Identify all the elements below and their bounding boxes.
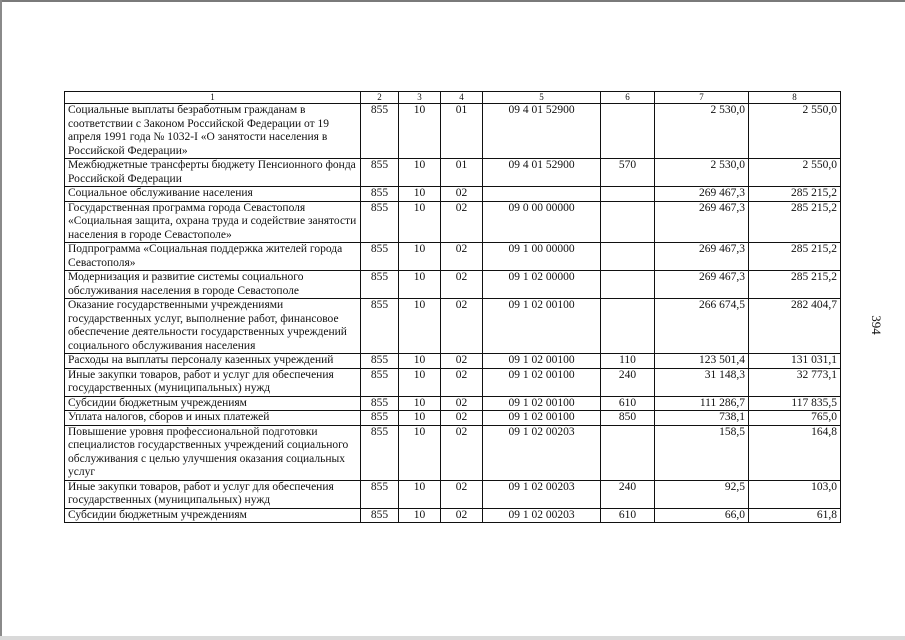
table-row — [65, 480, 841, 508]
amount-year-2: 2 550,0 — [749, 159, 841, 187]
expense-name: Повышение уровня профессиональной подготовки специалистов государственных учреждений социального обслуживания с целью улучшения оказания социальных услуг — [65, 425, 361, 480]
subsection-code: 02 — [441, 243, 483, 271]
page-number: 394 — [869, 315, 884, 335]
section-code: 10 — [399, 354, 441, 369]
section-code: 10 — [399, 159, 441, 187]
column-number: 2 — [361, 92, 399, 104]
column-number: 1 — [65, 92, 361, 104]
section-code: 10 — [399, 104, 441, 159]
target-article-code: 09 1 00 00000 — [483, 243, 601, 271]
scan-edge-bottom — [0, 636, 905, 640]
column-number: 3 — [399, 92, 441, 104]
expense-type-code — [601, 104, 655, 159]
amount-year-2: 164,8 — [749, 425, 841, 480]
expense-name: Иные закупки товаров, работ и услуг для обеспечения государственных (муниципальных) нужд — [65, 368, 361, 396]
subsection-code: 02 — [441, 271, 483, 299]
amount-year-1: 266 674,5 — [655, 299, 749, 354]
subsection-code: 02 — [441, 411, 483, 426]
amount-year-2: 765,0 — [749, 411, 841, 426]
table-row — [65, 271, 841, 299]
table-row — [65, 299, 841, 354]
subsection-code: 02 — [441, 425, 483, 480]
section-code: 10 — [399, 271, 441, 299]
expense-name: Оказание государственными учреждениями государственных услуг, выполнение работ, финансовое обеспечение деятельности государственных учреждений социального обслуживания населения — [65, 299, 361, 354]
amount-year-2: 285 215,2 — [749, 187, 841, 202]
department-code: 855 — [361, 271, 399, 299]
subsection-code: 02 — [441, 201, 483, 243]
expense-name: Иные закупки товаров, работ и услуг для обеспечения государственных (муниципальных) нужд — [65, 480, 361, 508]
budget-table — [64, 91, 841, 523]
amount-year-1: 2 530,0 — [655, 104, 749, 159]
target-article-code: 09 4 01 52900 — [483, 104, 601, 159]
subsection-code: 02 — [441, 480, 483, 508]
amount-year-2: 61,8 — [749, 508, 841, 523]
section-code: 10 — [399, 201, 441, 243]
target-article-code: 09 1 02 00203 — [483, 425, 601, 480]
expense-type-code: 850 — [601, 411, 655, 426]
subsection-code: 02 — [441, 368, 483, 396]
section-code: 10 — [399, 299, 441, 354]
department-code: 855 — [361, 508, 399, 523]
target-article-code: 09 1 02 00100 — [483, 299, 601, 354]
table-row — [65, 354, 841, 369]
expense-type-code — [601, 299, 655, 354]
subsection-code: 02 — [441, 508, 483, 523]
target-article-code: 09 1 02 00203 — [483, 480, 601, 508]
target-article-code: 09 1 02 00203 — [483, 508, 601, 523]
expense-name: Подпрограмма «Социальная поддержка жителей города Севастополя» — [65, 243, 361, 271]
amount-year-1: 66,0 — [655, 508, 749, 523]
expense-name: Уплата налогов, сборов и иных платежей — [65, 411, 361, 426]
table-row — [65, 187, 841, 202]
table-row — [65, 159, 841, 187]
table-row — [65, 425, 841, 480]
amount-year-1: 111 286,7 — [655, 396, 749, 411]
department-code: 855 — [361, 299, 399, 354]
column-number: 8 — [749, 92, 841, 104]
department-code: 855 — [361, 201, 399, 243]
section-code: 10 — [399, 425, 441, 480]
amount-year-2: 285 215,2 — [749, 201, 841, 243]
subsection-code: 02 — [441, 396, 483, 411]
expense-type-code: 610 — [601, 508, 655, 523]
expense-type-code: 110 — [601, 354, 655, 369]
section-code: 10 — [399, 411, 441, 426]
table-row — [65, 508, 841, 523]
expense-type-code — [601, 243, 655, 271]
section-code: 10 — [399, 368, 441, 396]
expense-name: Межбюджетные трансферты бюджету Пенсионного фонда Российской Федерации — [65, 159, 361, 187]
table-row — [65, 368, 841, 396]
department-code: 855 — [361, 480, 399, 508]
department-code: 855 — [361, 187, 399, 202]
expense-type-code — [601, 187, 655, 202]
expense-type-code — [601, 271, 655, 299]
section-code: 10 — [399, 508, 441, 523]
section-code: 10 — [399, 187, 441, 202]
table-row — [65, 411, 841, 426]
column-number: 4 — [441, 92, 483, 104]
department-code: 855 — [361, 104, 399, 159]
target-article-code: 09 1 02 00000 — [483, 271, 601, 299]
scan-edge-left — [0, 0, 2, 640]
department-code: 855 — [361, 411, 399, 426]
subsection-code: 02 — [441, 354, 483, 369]
amount-year-2: 131 031,1 — [749, 354, 841, 369]
amount-year-1: 269 467,3 — [655, 187, 749, 202]
amount-year-2: 2 550,0 — [749, 104, 841, 159]
column-number: 5 — [483, 92, 601, 104]
target-article-code — [483, 187, 601, 202]
amount-year-1: 31 148,3 — [655, 368, 749, 396]
expense-name: Расходы на выплаты персоналу казенных учреждений — [65, 354, 361, 369]
amount-year-1: 269 467,3 — [655, 243, 749, 271]
amount-year-1: 92,5 — [655, 480, 749, 508]
expense-name: Социальные выплаты безработным гражданам в соответствии с Законом Российской Федерации от 19 апреля 1991 года № 1032-I «О занятости населения в Российской Федерации» — [65, 104, 361, 159]
expense-type-code: 610 — [601, 396, 655, 411]
department-code: 855 — [361, 368, 399, 396]
subsection-code: 01 — [441, 159, 483, 187]
column-number: 7 — [655, 92, 749, 104]
section-code: 10 — [399, 480, 441, 508]
amount-year-2: 282 404,7 — [749, 299, 841, 354]
amount-year-2: 32 773,1 — [749, 368, 841, 396]
amount-year-1: 2 530,0 — [655, 159, 749, 187]
subsection-code: 02 — [441, 299, 483, 354]
amount-year-1: 269 467,3 — [655, 271, 749, 299]
subsection-code: 02 — [441, 187, 483, 202]
column-number: 6 — [601, 92, 655, 104]
expense-type-code — [601, 201, 655, 243]
amount-year-1: 269 467,3 — [655, 201, 749, 243]
target-article-code: 09 1 02 00100 — [483, 354, 601, 369]
scan-edge-top — [0, 0, 905, 2]
department-code: 855 — [361, 425, 399, 480]
expense-name: Субсидии бюджетным учреждениям — [65, 396, 361, 411]
table-row — [65, 243, 841, 271]
amount-year-1: 123 501,4 — [655, 354, 749, 369]
expense-type-code: 240 — [601, 480, 655, 508]
department-code: 855 — [361, 159, 399, 187]
expense-name: Субсидии бюджетным учреждениям — [65, 508, 361, 523]
target-article-code: 09 0 00 00000 — [483, 201, 601, 243]
table-row — [65, 396, 841, 411]
expense-name: Модернизация и развитие системы социального обслуживания населения в городе Севастополе — [65, 271, 361, 299]
target-article-code: 09 1 02 00100 — [483, 396, 601, 411]
table-row — [65, 104, 841, 159]
expense-type-code: 570 — [601, 159, 655, 187]
amount-year-1: 158,5 — [655, 425, 749, 480]
target-article-code: 09 4 01 52900 — [483, 159, 601, 187]
expense-name: Социальное обслуживание населения — [65, 187, 361, 202]
expense-type-code: 240 — [601, 368, 655, 396]
section-code: 10 — [399, 243, 441, 271]
expense-name: Государственная программа города Севастополя «Социальная защита, охрана труда и содействие занятости населения в городе Севастополе» — [65, 201, 361, 243]
department-code: 855 — [361, 354, 399, 369]
amount-year-1: 738,1 — [655, 411, 749, 426]
section-code: 10 — [399, 396, 441, 411]
amount-year-2: 103,0 — [749, 480, 841, 508]
amount-year-2: 285 215,2 — [749, 271, 841, 299]
department-code: 855 — [361, 396, 399, 411]
target-article-code: 09 1 02 00100 — [483, 368, 601, 396]
expense-type-code — [601, 425, 655, 480]
amount-year-2: 285 215,2 — [749, 243, 841, 271]
department-code: 855 — [361, 243, 399, 271]
subsection-code: 01 — [441, 104, 483, 159]
column-number-row — [65, 92, 841, 104]
amount-year-2: 117 835,5 — [749, 396, 841, 411]
target-article-code: 09 1 02 00100 — [483, 411, 601, 426]
table-row — [65, 201, 841, 243]
